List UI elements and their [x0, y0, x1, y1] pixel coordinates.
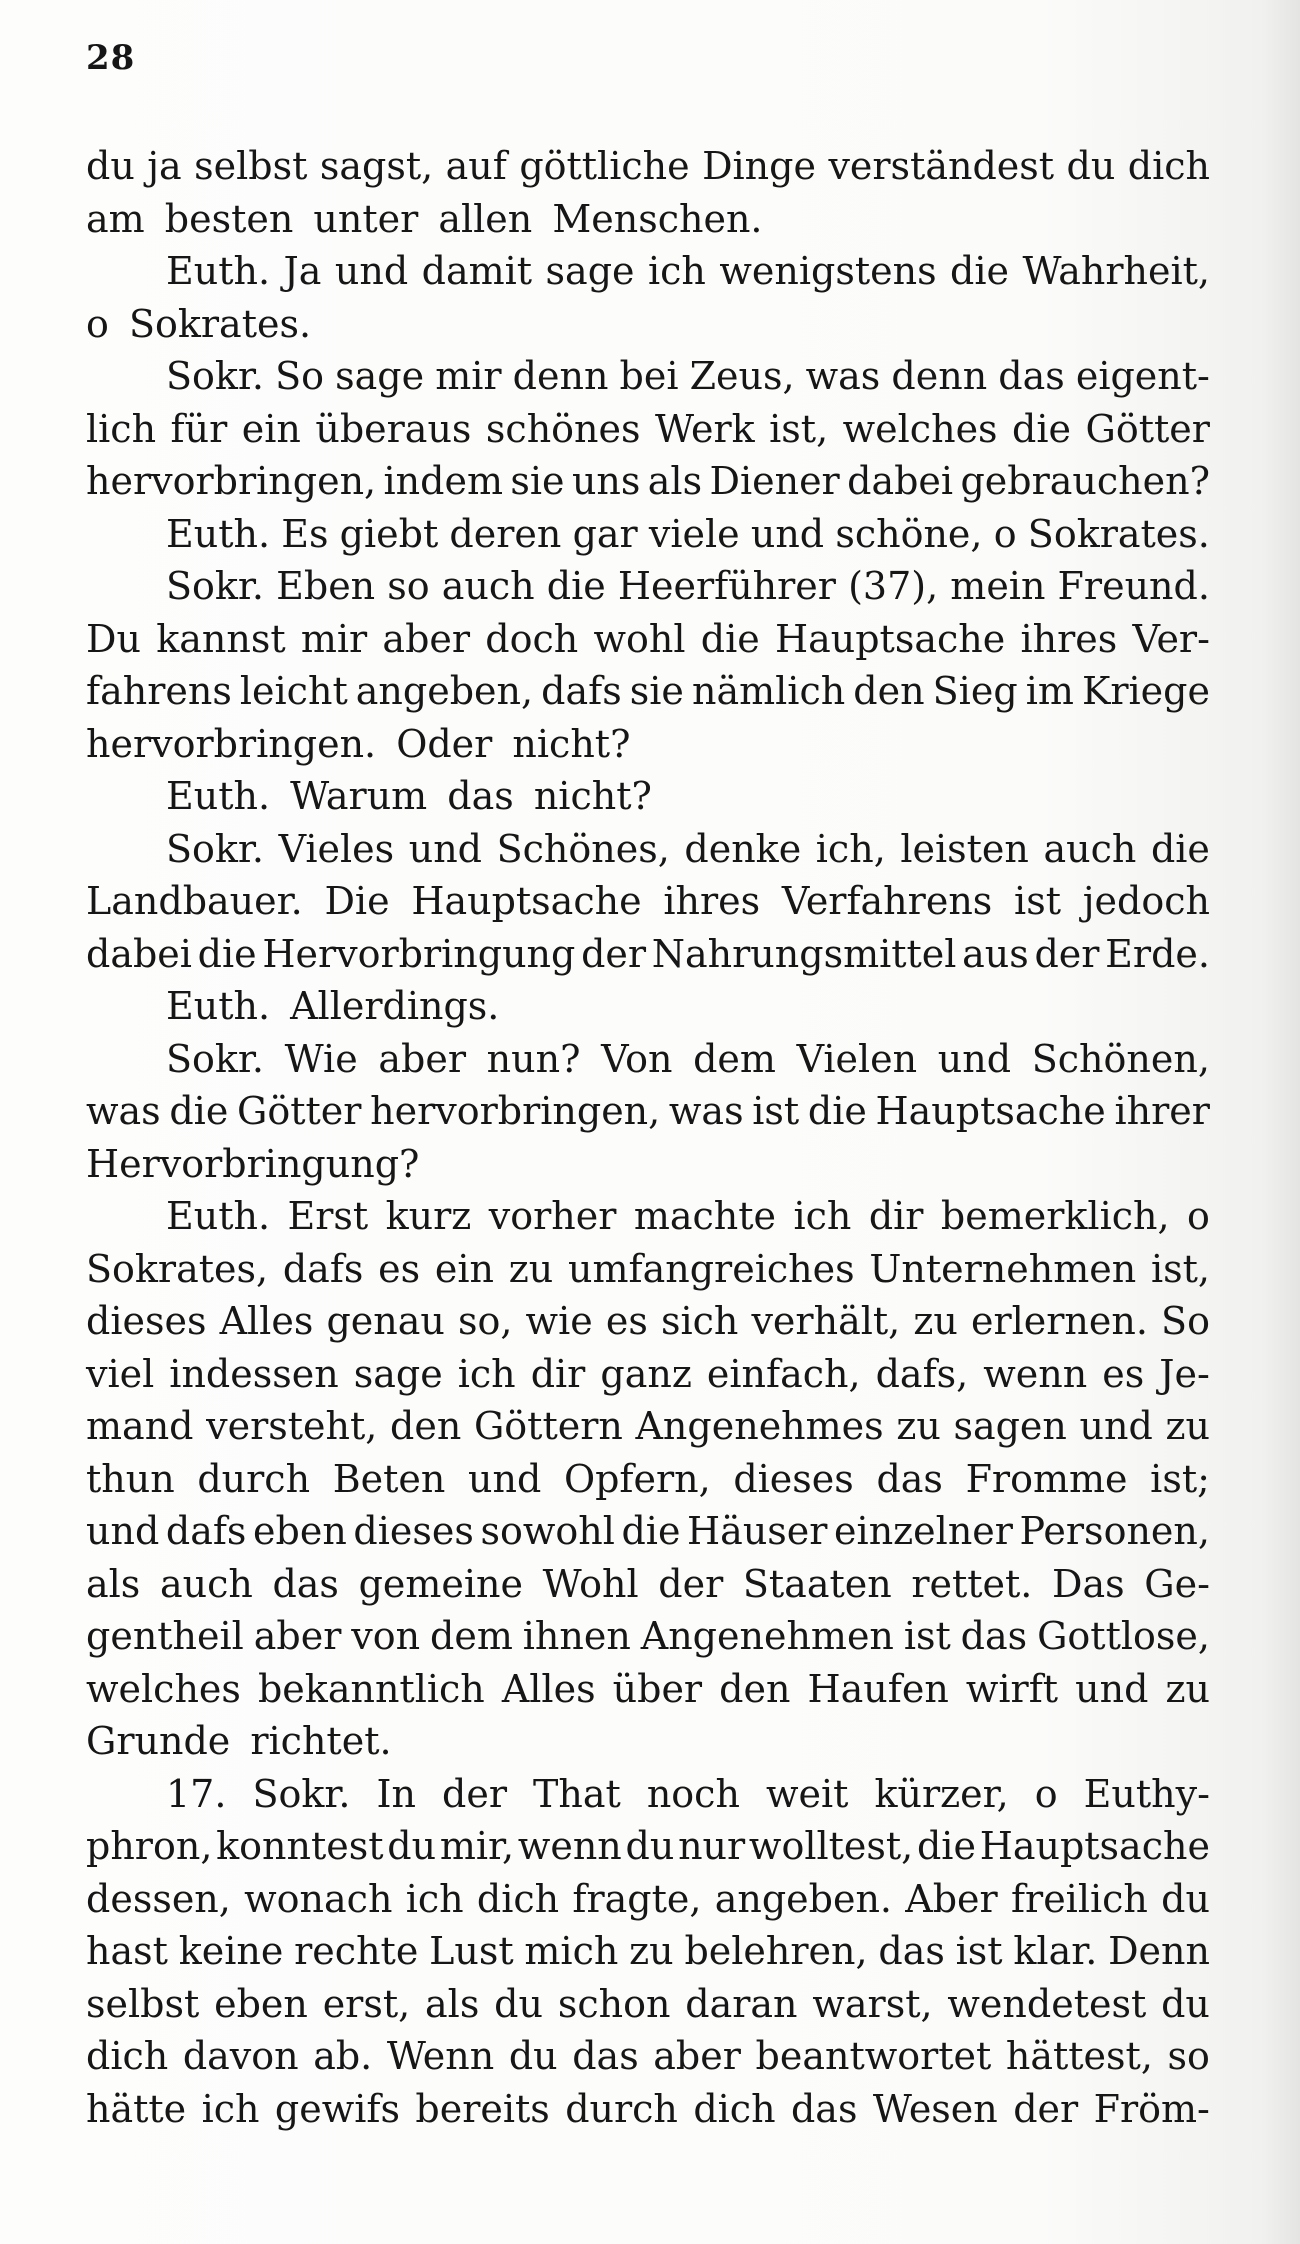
text-line: und dafs eben dieses sowohl die Häuser einzelner Personen, — [86, 1509, 1210, 1553]
text-line: dessen, wonach ich dich fragte, angeben. Aber freilich du — [86, 1876, 1210, 1921]
text-line: Euth. Warum das nicht? — [166, 774, 652, 818]
text-line: hätte ich gewifs bereits durch dich das Wesen der Fröm- — [86, 2086, 1210, 2131]
text-line: was die Götter hervorbringen, was ist die Hauptsache ihrer — [86, 1089, 1210, 1133]
text-line: lich für ein überaus schönes Werk ist, welches die Götter — [86, 406, 1210, 451]
text-line: gentheil aber von dem ihnen Angenehmen ist das Gottlose, — [86, 1614, 1210, 1658]
text-line: Grunde richtet. — [86, 1719, 392, 1763]
text-line: 17. Sokr. In der That noch weit kürzer, o Euthy- — [166, 1771, 1210, 1816]
text-line: du ja selbst sagst, auf göttliche Dinge verständest du dich — [86, 144, 1210, 188]
text-line: Sokr. Eben so auch die Heerführer (37), mein Freund. — [166, 564, 1210, 608]
text-line: o Sokrates. — [86, 301, 312, 346]
text-line: selbst eben erst, als du schon daran warst, wendetest du — [86, 1981, 1210, 2026]
text-line: dabei die Hervorbringung der Nahrungsmittel aus der Erde. — [86, 931, 1210, 976]
text-line: Euth. Es giebt deren gar viele und schöne, o Sokrates. — [166, 511, 1210, 556]
body-text — [86, 140, 1210, 2135]
text-line: als auch das gemeine Wohl der Staaten rettet. Das Ge- — [86, 1561, 1210, 1606]
text-line: Hervorbringung? — [86, 1141, 420, 1186]
text-line: mand versteht, den Göttern Angenehmes zu sagen und zu — [86, 1404, 1210, 1448]
text-line: dieses Alles genau so, wie es sich verhält, zu erlernen. So — [86, 1299, 1210, 1343]
text-line: Sokr. Vieles und Schönes, denke ich, leisten auch die — [166, 826, 1210, 871]
text-line: viel indessen sage ich dir ganz einfach, dafs, wenn es Je- — [86, 1351, 1210, 1396]
text-line: fahrens leicht angeben, dafs sie nämlich den Sieg im Kriege — [86, 669, 1210, 713]
text-line: welches bekanntlich Alles über den Haufen wirft und zu — [86, 1666, 1210, 1711]
text-line: Euth. Allerdings. — [166, 984, 500, 1028]
text-line: hervorbringen. Oder nicht? — [86, 721, 631, 766]
text-line: Euth. Ja und damit sage ich wenigstens die Wahrheit, — [166, 249, 1210, 293]
text-line: Euth. Erst kurz vorher machte ich dir bemerklich, o — [166, 1194, 1210, 1238]
text-line: hast keine rechte Lust mich zu belehren, das ist klar. Denn — [86, 1929, 1210, 1973]
text-line: Landbauer. Die Hauptsache ihres Verfahrens ist jedoch — [86, 879, 1210, 923]
text-line: Du kannst mir aber doch wohl die Hauptsache ihres Ver- — [86, 616, 1210, 661]
text-line: phron, konntest du mir, wenn du nur wolltest, die Hauptsache — [86, 1824, 1210, 1868]
text-line: Sokr. Wie aber nun? Von dem Vielen und Schönen, — [166, 1036, 1210, 1081]
text-line: hervorbringen, indem sie uns als Diener dabei gebrauchen? — [86, 459, 1210, 503]
text-line: Sokrates, dafs es ein zu umfangreiches Unternehmen ist, — [86, 1246, 1210, 1291]
text-line: dich davon ab. Wenn du das aber beantwortet hättest, so — [86, 2034, 1210, 2078]
text-line: am besten unter allen Menschen. — [86, 196, 763, 241]
text-line: thun durch Beten und Opfern, dieses das Fromme ist; — [86, 1456, 1210, 1501]
page-number: 28 — [86, 38, 136, 78]
text-line: Sokr. So sage mir denn bei Zeus, was denn das eigent- — [166, 354, 1210, 398]
